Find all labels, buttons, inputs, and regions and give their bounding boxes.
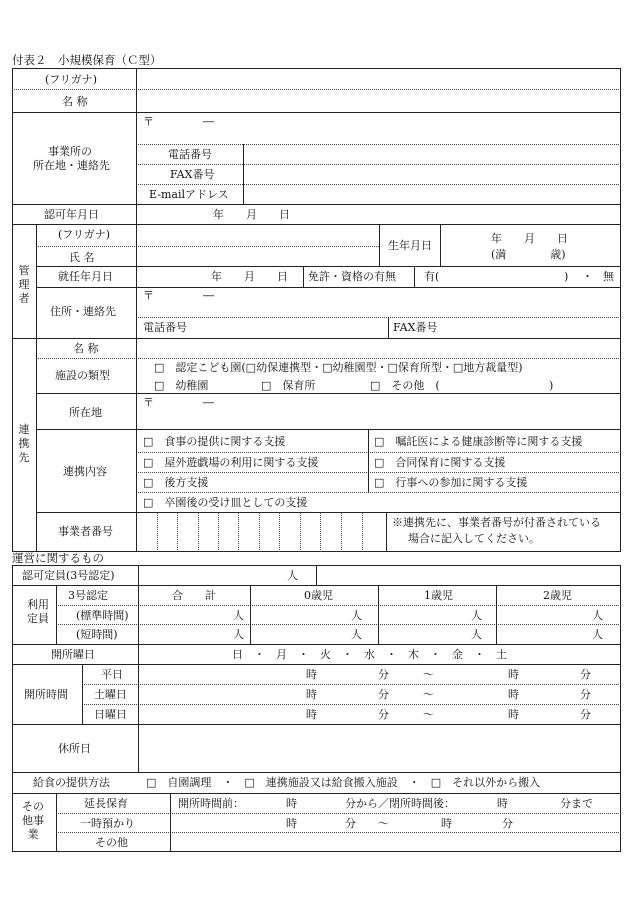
temporary-care-label: 一時預かり: [80, 817, 135, 830]
content-item: □ 嘱託医による健康診断等に関する支援: [374, 435, 583, 448]
sunday-label: 日曜日: [94, 708, 127, 721]
holiday-label: 休所日: [58, 742, 91, 755]
meal-options: □ 自園調理 ・ □ 連携施設又は給食搬入施設 ・ □ それ以外から搬入: [146, 776, 541, 789]
manager-appointed-label: 就任年月日: [58, 270, 113, 283]
tilde: ～: [423, 708, 434, 721]
minute-unit: 分: [378, 668, 389, 681]
capacity-label: 認可定員(3号認定): [22, 569, 115, 582]
manager-address-label: 住所・連絡先: [50, 305, 116, 318]
approval-date-label: 認可年月日: [44, 208, 99, 221]
content-item: □ 後方支援: [143, 476, 209, 489]
other-business-label: その他事業: [22, 800, 44, 841]
minute-unit: 分: [580, 708, 591, 721]
content-item: □ 屋外遊戯場の利用に関する支援: [143, 456, 319, 469]
license-close: ): [564, 270, 569, 283]
extended-from: 分から／閉所時間後：: [345, 797, 455, 810]
hour-unit: 時: [441, 817, 452, 830]
unit-person: 人: [592, 609, 603, 622]
manager-name-label: 氏 名: [69, 251, 95, 264]
partner-type-other-close: ): [549, 379, 554, 392]
partner-type-kindergarten: □ 幼稚園: [154, 379, 209, 392]
manager-age-value: (満 歳): [491, 248, 566, 261]
operator-note-line2: 場合に記入してください。: [408, 532, 540, 545]
open-days-label: 開所曜日: [51, 648, 95, 661]
manager-phone-label: 電話番号: [143, 321, 187, 334]
hour-unit: 時: [286, 797, 297, 810]
unit-person: 人: [592, 628, 603, 641]
col-age0: 0歳児: [304, 589, 333, 602]
minute-unit: 分: [378, 708, 389, 721]
content-item: □ 行事への参加に関する支援: [374, 476, 528, 489]
facility-location-label-2: 所在地・連絡先: [33, 159, 110, 172]
saturday-label: 土曜日: [94, 688, 127, 701]
operator-note-line1: ※連携先に、事業者番号が付番されている: [392, 516, 601, 529]
manager-furigana-label: (フリガナ): [58, 228, 111, 241]
partner-type-other: □ その他 (: [370, 379, 440, 392]
partner-content-label: 連携内容: [63, 465, 107, 478]
extended-before: 開所時間前：: [178, 797, 244, 810]
manager-label: 管理者: [18, 264, 30, 305]
license-dot: ・: [582, 270, 593, 283]
minute-unit: 分: [345, 817, 356, 830]
tilde: ～: [378, 817, 389, 830]
partner-location-label: 所在地: [69, 406, 102, 419]
hour-unit: 時: [497, 797, 508, 810]
unit-person: 人: [233, 628, 244, 641]
unit-person: 人: [233, 609, 244, 622]
hour-unit: 時: [508, 688, 519, 701]
manager-birth-label: 生年月日: [388, 239, 432, 252]
facility-fax-label: FAX番号: [170, 168, 215, 181]
meal-label: 給食の提供方法: [33, 776, 110, 789]
partner-label: 連携先: [18, 423, 30, 464]
extended-care-label: 延長保育: [84, 797, 128, 810]
manager-fax-label: FAX番号: [393, 321, 438, 334]
open-hours-label: 開所時間: [24, 688, 68, 701]
row-standard-time: (標準時間): [76, 609, 129, 622]
postal-mark: 〒: [143, 115, 154, 128]
hour-unit: 時: [306, 668, 317, 681]
section-title-operations: 運営に関するもの: [12, 551, 104, 565]
hour-unit: 時: [286, 817, 297, 830]
form-title: 付表２ 小規模保育（Ｃ型）: [12, 53, 162, 67]
usage-capacity-label: 利用定員: [27, 598, 49, 625]
license-yes: 有(: [424, 270, 440, 283]
content-item: □ 合同保育に関する支援: [374, 456, 506, 469]
row-short-time: (短時間): [76, 628, 118, 641]
col-age2: 2歳児: [543, 589, 572, 602]
unit-person: 人: [471, 628, 482, 641]
col-3go: 3号認定: [68, 589, 108, 602]
manager-appointed-value: 年 月 日: [211, 270, 288, 283]
partner-type-line1: □ 認定こども園(□幼保連携型・□幼稚園型・□保育所型・□地方裁量型): [154, 361, 523, 374]
manager-postal-dash: ―: [203, 289, 214, 302]
facility-name-label: 名 称: [62, 95, 88, 108]
facility-location-label: 事業所の: [48, 145, 92, 158]
minute-unit: 分: [580, 688, 591, 701]
partner-type-nursery: □ 保育所: [261, 379, 316, 392]
capacity-unit: 人: [287, 569, 298, 582]
hour-unit: 時: [508, 668, 519, 681]
tilde: ～: [423, 688, 434, 701]
facility-email-label: E-mailアドレス: [149, 188, 229, 201]
extended-to: 分まで: [560, 797, 593, 810]
minute-unit: 分: [580, 668, 591, 681]
open-days-options: 日 ・ 月 ・ 火 ・ 水 ・ 木 ・ 金 ・ 土: [232, 648, 507, 661]
operator-no-label: 事業者番号: [58, 525, 113, 538]
minute-unit: 分: [502, 817, 513, 830]
license-label: 免許・資格の有無: [308, 270, 396, 283]
others-label: その他: [95, 836, 128, 849]
tilde: ～: [423, 668, 434, 681]
minute-unit: 分: [378, 688, 389, 701]
partner-postal-dash: ―: [203, 396, 214, 409]
manager-birth-value: 年 月 日: [491, 232, 568, 245]
hour-unit: 時: [306, 708, 317, 721]
col-total: 合 計: [172, 589, 216, 602]
col-age1: 1歳児: [424, 589, 453, 602]
content-item: □ 食事の提供に関する支援: [143, 435, 286, 448]
partner-postal-mark: 〒: [143, 396, 154, 409]
facility-phone-label: 電話番号: [168, 148, 212, 161]
content-item: □ 卒園後の受け皿としての支援: [143, 496, 308, 509]
weekday-label: 平日: [101, 668, 123, 681]
manager-postal-mark: 〒: [143, 289, 154, 302]
license-no: 無: [603, 270, 614, 283]
facility-furigana-label: (フリガナ): [45, 73, 98, 86]
partner-type-label: 施設の類型: [55, 369, 110, 382]
unit-person: 人: [351, 628, 362, 641]
unit-person: 人: [351, 609, 362, 622]
postal-dash: ―: [203, 115, 214, 128]
hour-unit: 時: [508, 708, 519, 721]
approval-date-value: 年 月 日: [213, 208, 290, 221]
unit-person: 人: [471, 609, 482, 622]
partner-name-label: 名 称: [73, 342, 99, 355]
hour-unit: 時: [306, 688, 317, 701]
